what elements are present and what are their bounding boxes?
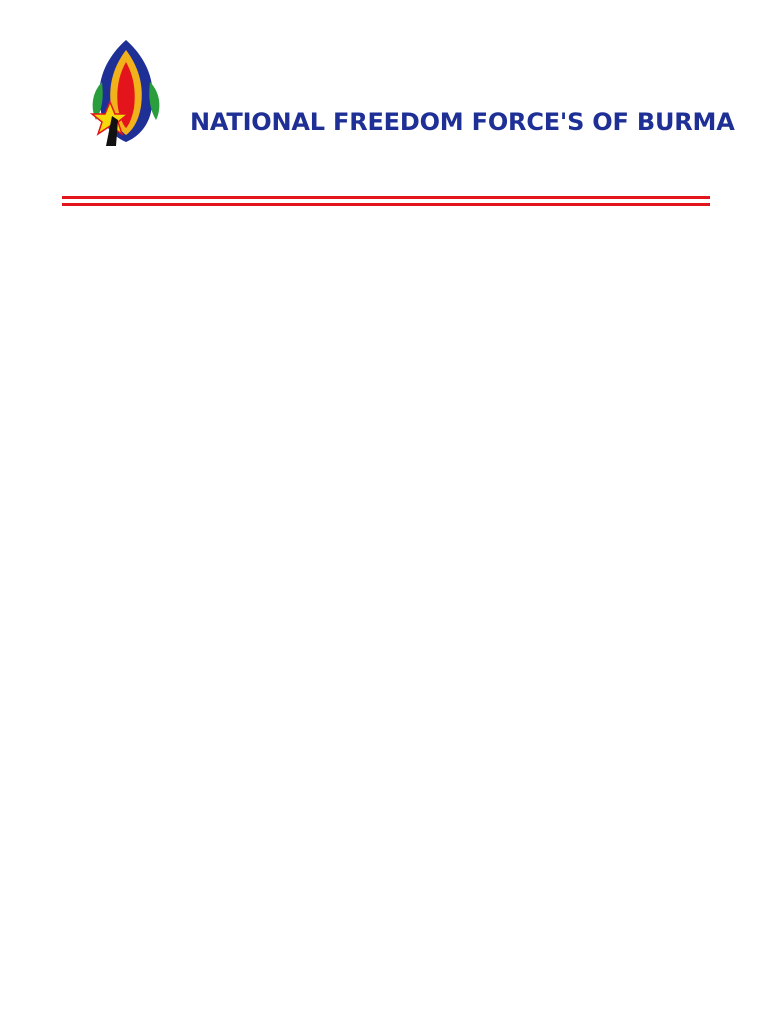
organization-logo-icon: [66, 22, 186, 154]
statement-body: [58, 430, 714, 432]
title-line-3: [0, 294, 768, 328]
title-line-2: [0, 260, 768, 294]
statement-title: [0, 226, 768, 362]
header-divider: [62, 196, 710, 210]
org-name-english: NATIONAL FREEDOM FORCE'S OF BURMA: [190, 108, 735, 136]
letterhead: [0, 0, 768, 160]
title-line-4: [0, 328, 768, 362]
title-line-1: [0, 226, 768, 260]
